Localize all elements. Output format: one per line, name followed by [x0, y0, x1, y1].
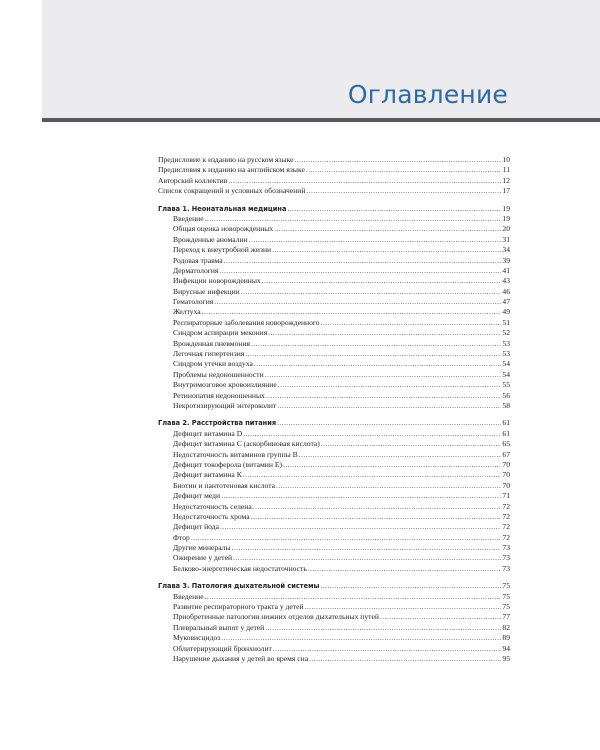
toc-subsection-entry[interactable] — [158, 349, 510, 359]
toc-chapter-section — [158, 418, 510, 574]
dot-leader — [202, 307, 502, 317]
dot-leader — [276, 481, 501, 491]
toc-entry-title: Глава 2. Расстройства питания — [158, 419, 277, 428]
toc-entry-title: Авторский коллектив — [158, 175, 228, 185]
toc-page-number: 72 — [502, 522, 510, 532]
toc-chapter-section — [158, 581, 510, 664]
toc-entry-title: Дефицит йода — [173, 522, 219, 532]
toc-page-number: 82 — [502, 622, 510, 632]
toc-entry-title: Приобретенные патологии нижних отделов дыхательных путей — [173, 612, 379, 622]
toc-entry-title: Недостаточность витаминов группы В — [173, 449, 298, 459]
dot-leader — [306, 165, 502, 175]
toc-chapter-heading[interactable] — [158, 418, 510, 428]
toc-entry-title: Фтор — [173, 532, 190, 542]
toc-page-number: 51 — [502, 317, 510, 327]
toc-page-number: 73 — [502, 553, 510, 563]
toc-entry-title: Переход к внеутробной жизни — [173, 245, 272, 255]
toc-page-number: 58 — [502, 400, 510, 410]
toc-entry-title: Синдром аспирации мекония — [173, 328, 268, 338]
dot-leader — [287, 204, 501, 214]
dot-leader — [205, 214, 502, 224]
toc-page-number: 49 — [502, 307, 510, 317]
toc-page-number: 70 — [502, 459, 510, 469]
dot-leader — [308, 564, 502, 574]
toc-page-number: 72 — [502, 501, 510, 511]
dot-leader — [228, 176, 501, 186]
toc-subsection-entry[interactable] — [158, 245, 510, 255]
toc-entry-title: Нарушение дыхания у детей во время сна — [173, 653, 309, 663]
toc-subsection-entry[interactable] — [158, 460, 510, 470]
dot-leader — [214, 297, 501, 307]
toc-entry-title: Дефицит витамина К — [173, 470, 242, 480]
dot-leader — [251, 339, 501, 349]
dot-leader — [265, 370, 502, 380]
toc-chapters — [158, 204, 510, 665]
dot-leader — [243, 429, 501, 439]
toc-page-number: 55 — [502, 380, 510, 390]
dot-leader — [241, 287, 502, 297]
dot-leader — [262, 276, 502, 286]
toc-entry-title: Предисловия к изданию на английском языке — [158, 165, 305, 175]
dot-leader — [233, 553, 501, 563]
toc-entry-title: Проблемы недоношенности — [173, 369, 264, 379]
toc-entry-title: Глава 3. Патология дыхательной системы — [158, 582, 320, 591]
toc-entry-title: Список сокращений и условных обозначений — [158, 186, 306, 196]
dot-leader — [283, 460, 501, 470]
header-band — [42, 0, 600, 118]
toc-subsection-entry[interactable] — [158, 224, 510, 234]
toc-page-number: 65 — [502, 439, 510, 449]
toc-entry-title: Ретинопатия недоношенных — [173, 390, 265, 400]
toc-entry-title: Дефицит витамина D — [173, 428, 243, 438]
toc-subsection-entry[interactable] — [158, 470, 510, 480]
toc-page-number: 70 — [502, 480, 510, 490]
dot-leader — [221, 633, 501, 643]
toc-entry-title: Облитерирующий бронхиолит — [173, 643, 272, 653]
toc-page-number: 95 — [502, 653, 510, 663]
toc-entry-title: Легочная гипертензия — [173, 349, 245, 359]
toc-page-number: 67 — [502, 449, 510, 459]
toc-page-number: 89 — [502, 633, 510, 643]
toc-entry-title: Глава 1. Неонатальная медицина — [158, 204, 287, 213]
toc-page-number: 47 — [502, 297, 510, 307]
toc-entry-title: Инфекции новорожденных — [173, 276, 261, 286]
dot-leader — [254, 359, 502, 369]
toc-page-number: 53 — [502, 338, 510, 348]
toc-page-number: 39 — [502, 255, 510, 265]
toc-subsection-entry[interactable] — [158, 491, 510, 501]
toc-subsection-entry[interactable] — [158, 439, 510, 449]
toc-page-number: 17 — [502, 186, 510, 196]
dot-leader — [205, 592, 502, 602]
dot-leader — [268, 328, 501, 338]
dot-leader — [224, 256, 502, 266]
toc-entry-title: Введение — [173, 213, 204, 223]
toc-entry[interactable] — [158, 165, 510, 175]
toc-subsection-entry[interactable] — [158, 276, 510, 286]
dot-leader — [249, 235, 502, 245]
dot-leader — [219, 266, 501, 276]
toc-page-number: 10 — [502, 155, 510, 164]
page-title: Оглавление — [347, 80, 508, 109]
toc-subsection-entry[interactable] — [158, 380, 510, 390]
dot-leader — [266, 391, 502, 401]
toc-page-number: 53 — [502, 349, 510, 359]
toc-subsection-entry[interactable] — [158, 450, 510, 460]
dot-leader — [221, 491, 501, 501]
toc-page-number: 46 — [502, 286, 510, 296]
toc-entry-title: Развитие респираторного тракта у детей — [173, 602, 304, 612]
toc-subsection-entry[interactable] — [158, 214, 510, 224]
toc-page-number: 77 — [502, 612, 510, 622]
toc-entry-title: Недостаточность хрома — [173, 511, 250, 521]
toc-entry-title: Дерматология — [173, 265, 219, 275]
toc-subsection-entry[interactable] — [158, 654, 510, 664]
dot-leader — [321, 318, 502, 328]
toc-entry-title: Предисловие к изданию на русском языке — [158, 155, 294, 164]
toc-page-number: 54 — [502, 359, 510, 369]
toc-subsection-entry[interactable] — [158, 502, 510, 512]
dot-leader — [220, 522, 501, 532]
toc-entry-title: Некротизирующий энтероколит — [173, 400, 277, 410]
toc-subsection-entry[interactable] — [158, 533, 510, 543]
toc-chapter-heading[interactable] — [158, 204, 510, 214]
toc-entry-title: Плевральный выпот у детей — [173, 622, 265, 632]
toc-entry-title: Родовая травма — [173, 255, 223, 265]
toc-page-number: 19 — [502, 203, 510, 213]
toc-subsection-entry[interactable] — [158, 564, 510, 574]
dot-leader — [245, 349, 501, 359]
toc-page-number: 72 — [502, 511, 510, 521]
toc-page-number: 31 — [502, 234, 510, 244]
toc-subsection-entry[interactable] — [158, 256, 510, 266]
toc-subsection-entry[interactable] — [158, 297, 510, 307]
toc-page-number: 73 — [502, 543, 510, 553]
toc-entry-title: Белково-энергетическая недостаточность — [173, 563, 307, 573]
toc-subsection-entry[interactable] — [158, 592, 510, 602]
dot-leader — [320, 581, 501, 591]
toc-subsection-entry[interactable] — [158, 318, 510, 328]
table-of-contents — [158, 155, 510, 664]
toc-entry-title: Врожденные аномалии — [173, 234, 248, 244]
dot-leader — [253, 502, 502, 512]
toc-entry-title: Внутримозговое кровоизлияние — [173, 380, 277, 390]
toc-subsection-entry[interactable] — [158, 522, 510, 532]
header-divider — [42, 118, 600, 122]
toc-entry[interactable] — [158, 155, 510, 165]
dot-leader — [274, 224, 501, 234]
dot-leader — [305, 602, 502, 612]
toc-entry-title: Биотин и пантотеновая кислота — [173, 480, 276, 490]
toc-page-number: 56 — [502, 390, 510, 400]
toc-subsection-entry[interactable] — [158, 370, 510, 380]
dot-leader — [295, 155, 502, 165]
toc-chapter-section — [158, 204, 510, 412]
toc-page-number: 12 — [502, 175, 510, 185]
toc-page-number: 34 — [502, 245, 510, 255]
toc-entry-title: Желтуха — [173, 307, 201, 317]
dot-leader — [278, 380, 502, 390]
toc-subsection-entry[interactable] — [158, 481, 510, 491]
dot-leader — [306, 186, 501, 196]
dot-leader — [232, 543, 502, 553]
dot-leader — [380, 612, 501, 622]
toc-entry-title: Респираторные заболевания новорожденного — [173, 317, 320, 327]
toc-page-number: 19 — [502, 213, 510, 223]
toc-entry-title: Общая оценка новорожденных — [173, 224, 274, 234]
toc-page-number: 70 — [502, 470, 510, 480]
toc-page-number: 11 — [502, 165, 510, 175]
toc-front-matter — [158, 155, 510, 197]
toc-page-number: 54 — [502, 369, 510, 379]
toc-entry-title: Вирусные инфекции — [173, 286, 240, 296]
toc-entry-title: Муковисцидоз — [173, 633, 221, 643]
toc-page-number: 41 — [502, 265, 510, 275]
toc-entry-title: Синдром утечки воздуха — [173, 359, 253, 369]
toc-subsection-entry[interactable] — [158, 391, 510, 401]
toc-entry-title: Недостаточность селена — [173, 501, 252, 511]
toc-entry-title: Дефицит меди — [173, 491, 221, 501]
dot-leader — [299, 450, 502, 460]
dot-leader — [277, 418, 501, 428]
toc-page-number: 94 — [502, 643, 510, 653]
toc-entry[interactable] — [158, 186, 510, 196]
toc-page-number: 75 — [502, 581, 510, 591]
toc-subsection-entry[interactable] — [158, 401, 510, 411]
toc-subsection-entry[interactable] — [158, 266, 510, 276]
dot-leader — [272, 245, 501, 255]
toc-page-number: 20 — [502, 224, 510, 234]
toc-page-number: 52 — [502, 328, 510, 338]
toc-page-number: 61 — [502, 418, 510, 428]
toc-page-number: 73 — [502, 563, 510, 573]
toc-subsection-entry[interactable] — [158, 235, 510, 245]
toc-subsection-entry[interactable] — [158, 602, 510, 612]
toc-subsection-entry[interactable] — [158, 339, 510, 349]
toc-chapter-heading[interactable] — [158, 581, 510, 591]
toc-subsection-entry[interactable] — [158, 287, 510, 297]
dot-leader — [273, 644, 502, 654]
toc-page-number: 75 — [502, 591, 510, 601]
toc-entry-title: Врожденная пневмония — [173, 338, 251, 348]
toc-page-number: 75 — [502, 602, 510, 612]
toc-entry[interactable] — [158, 176, 510, 186]
dot-leader — [265, 623, 501, 633]
toc-subsection-entry[interactable] — [158, 633, 510, 643]
toc-entry-title: Дефицит витамина С (аскорбиновая кислота) — [173, 439, 320, 449]
toc-entry-title: Дефицит токоферола (витамин Е) — [173, 459, 282, 469]
dot-leader — [191, 533, 502, 543]
toc-page-number: 61 — [502, 428, 510, 438]
toc-subsection-entry[interactable] — [158, 429, 510, 439]
toc-entry-title: Ожирение у детей — [173, 553, 233, 563]
toc-entry-title: Введение — [173, 591, 204, 601]
toc-subsection-entry[interactable] — [158, 359, 510, 369]
toc-subsection-entry[interactable] — [158, 307, 510, 317]
toc-subsection-entry[interactable] — [158, 644, 510, 654]
toc-entry-title: Гематология — [173, 297, 214, 307]
toc-subsection-entry[interactable] — [158, 328, 510, 338]
toc-subsection-entry[interactable] — [158, 512, 510, 522]
dot-leader — [321, 439, 502, 449]
dot-leader — [243, 470, 502, 480]
dot-leader — [309, 654, 501, 664]
toc-page-number: 71 — [502, 491, 510, 501]
dot-leader — [251, 512, 502, 522]
toc-subsection-entry[interactable] — [158, 543, 510, 553]
toc-page-number: 43 — [502, 276, 510, 286]
toc-subsection-entry[interactable] — [158, 623, 510, 633]
toc-page-number: 72 — [502, 532, 510, 542]
toc-subsection-entry[interactable] — [158, 612, 510, 622]
dot-leader — [277, 401, 501, 411]
toc-subsection-entry[interactable] — [158, 553, 510, 563]
toc-entry-title: Другие минералы — [173, 543, 231, 553]
